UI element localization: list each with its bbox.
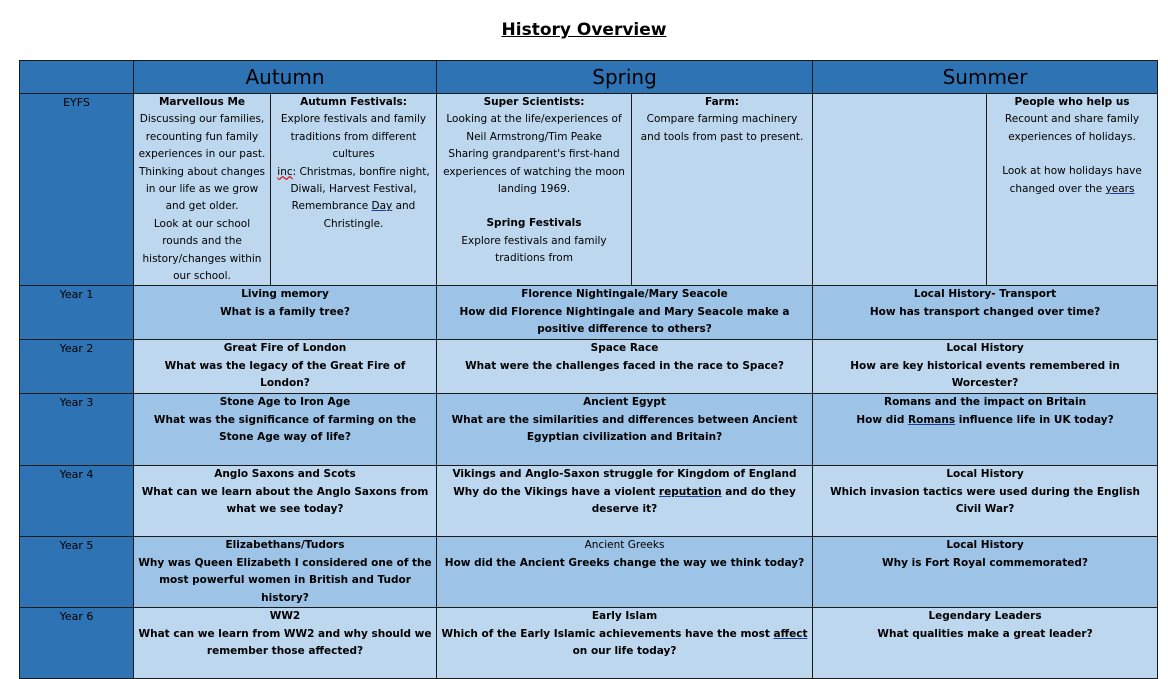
eyfs-autumn-1-line: Thinking about changes in our life as we grow and get older.: [138, 165, 266, 213]
enquiry-question: What was the legacy of the Great Fire of London?: [164, 359, 406, 390]
topic-title: Romans and the impact on Britain: [884, 396, 1087, 409]
topic-title: Early Islam: [591, 610, 658, 623]
enquiry-question: [441, 626, 808, 661]
spell-marked-word: inc: [277, 165, 293, 178]
eyfs-spring-1-line: Explore festivals and family traditions from: [461, 234, 607, 265]
topic-title: Florence Nightingale/Mary Seacole: [521, 288, 728, 301]
autumn-cell: [134, 286, 437, 340]
text-segment: and do they deserve it?: [591, 485, 796, 516]
summer-cell: [813, 394, 1158, 466]
header-spring: Spring: [437, 61, 813, 94]
enquiry-question: How did the Ancient Greeks change the way we think today?: [444, 556, 805, 569]
enquiry-question: How has transport changed over time?: [869, 305, 1101, 318]
spring-cell: [437, 537, 813, 608]
enquiry-question: What were the challenges faced in the race to Space?: [465, 359, 784, 372]
text-segment: Why do the Vikings have a violent: [453, 485, 659, 498]
enquiry-question: How are key historical events remembered in Worcester?: [850, 359, 1120, 390]
spring-cell: [437, 394, 813, 466]
enquiry-question: What can we learn about the Anglo Saxons from what we see today?: [141, 485, 429, 516]
grammar-marked-word: affect: [773, 627, 808, 640]
year-row: [20, 340, 1158, 394]
autumn-cell: [134, 608, 437, 679]
history-overview-table: [19, 60, 1158, 679]
year-row: [20, 286, 1158, 340]
topic-title: Vikings and Anglo-Saxon struggle for Kingdom of England: [452, 468, 797, 481]
eyfs-autumn-1-line: Look at our school rounds and the history/changes within our school.: [142, 217, 262, 283]
eyfs-spring-1-line: Sharing grandparent's first-hand experiences of watching the moon landing 1969.: [443, 148, 625, 196]
topic-title: Elizabethans/Tudors: [225, 539, 345, 552]
header-corner: [20, 61, 134, 94]
summer-cell: [813, 608, 1158, 679]
eyfs-autumn-2-line: [275, 164, 432, 234]
enquiry-question: [817, 412, 1153, 429]
topic-title: Space Race: [590, 342, 659, 355]
topic-title: Local History: [946, 468, 1024, 481]
text-segment: Which of the Early Islamic achievements have the most: [441, 627, 774, 640]
text-segment: Look at how holidays have changed over the: [1002, 165, 1142, 195]
autumn-cell: [134, 394, 437, 466]
year-row: [20, 394, 1158, 466]
eyfs-summer-2: [987, 94, 1158, 286]
grammar-marked-word: years: [1105, 182, 1135, 195]
text-segment: influence life in UK today?: [955, 413, 1114, 426]
grammar-marked-word: Romans: [908, 413, 956, 426]
summer-cell: [813, 286, 1158, 340]
topic-title: Stone Age to Iron Age: [219, 396, 351, 409]
text-segment: and Christingle.: [323, 200, 416, 230]
eyfs-autumn-2-title: Autumn Festivals:: [300, 96, 407, 108]
eyfs-summer-2-line: Recount and share family experiences of holidays.: [1004, 113, 1140, 143]
eyfs-row: [20, 94, 1158, 286]
row-label-eyfs: EYFS: [20, 94, 134, 286]
enquiry-question: What are the similarities and differences between Ancient Egyptian civilization and Britain?: [451, 413, 798, 444]
topic-title: Great Fire of London: [223, 342, 347, 355]
spring-cell: [437, 466, 813, 537]
eyfs-spring-1-title: Super Scientists:: [483, 96, 585, 108]
row-label: Year 3: [20, 394, 134, 466]
eyfs-summer-2-line: [991, 163, 1153, 198]
row-label: Year 6: [20, 608, 134, 679]
eyfs-spring-2-title: Farm:: [705, 96, 739, 108]
summer-cell: [813, 466, 1158, 537]
eyfs-spring-2-line: Compare farming machinery and tools from past to present.: [640, 113, 804, 143]
eyfs-spring-1-title-2: Spring Festivals: [486, 217, 582, 230]
eyfs-autumn-1: [134, 94, 271, 286]
topic-title: Ancient Egypt: [583, 396, 666, 409]
enquiry-question: Why was Queen Elizabeth I considered one of the most powerful women in British and Tudor history?: [138, 556, 432, 604]
eyfs-autumn-1-line: Discussing our families, recounting fun family experiences in our past.: [138, 113, 266, 161]
page-title: History Overview: [501, 20, 667, 40]
topic-title: Local History- Transport: [913, 288, 1057, 301]
summer-cell: [813, 340, 1158, 394]
enquiry-question: Why is Fort Royal commemorated?: [882, 556, 1089, 569]
row-label: Year 1: [20, 286, 134, 340]
summer-cell: [813, 537, 1158, 608]
topic-title: Living memory: [241, 288, 329, 301]
enquiry-question: What can we learn from WW2 and why should we remember those affected?: [138, 627, 432, 658]
text-segment: How did: [856, 413, 909, 426]
grammar-marked-word: Day: [371, 200, 393, 213]
row-label: Year 5: [20, 537, 134, 608]
topic-title: Local History: [946, 539, 1024, 552]
grammar-marked-word: reputation: [658, 485, 722, 498]
enquiry-question: What was the significance of farming on the Stone Age way of life?: [153, 413, 417, 444]
text-segment: on our life today?: [572, 645, 677, 658]
topic-title: WW2: [269, 610, 301, 623]
spring-cell: [437, 340, 813, 394]
enquiry-question: What is a family tree?: [220, 305, 350, 318]
header-row: [20, 61, 1158, 94]
enquiry-question: Which invasion tactics were used during the English Civil War?: [830, 485, 1140, 516]
eyfs-spring-2: [632, 94, 813, 286]
eyfs-autumn-2: [271, 94, 437, 286]
header-summer: Summer: [813, 61, 1158, 94]
year-row: [20, 466, 1158, 537]
row-label: Year 4: [20, 466, 134, 537]
autumn-cell: [134, 340, 437, 394]
enquiry-question: How did Florence Nightingale and Mary Seacole make a positive difference to others?: [459, 305, 790, 336]
enquiry-question: What qualities make a great leader?: [877, 627, 1093, 640]
eyfs-spring-1: [437, 94, 632, 286]
autumn-cell: [134, 537, 437, 608]
row-label: Year 2: [20, 340, 134, 394]
year-row: [20, 537, 1158, 608]
header-autumn: Autumn: [134, 61, 437, 94]
autumn-cell: [134, 466, 437, 537]
text-segment: : Christmas, bonfire night, Diwali, Harvest Festival, Remembrance: [290, 165, 430, 213]
spring-cell: [437, 608, 813, 679]
topic-title: Ancient Greeks: [584, 539, 665, 552]
eyfs-autumn-1-title: Marvellous Me: [158, 96, 246, 108]
eyfs-spring-1-line: Looking at the life/experiences of Neil Armstrong/Tim Peake: [446, 113, 622, 143]
spring-cell: [437, 286, 813, 340]
eyfs-summer-1: [813, 94, 987, 286]
topic-title: Anglo Saxons and Scots: [214, 468, 356, 481]
topic-title: Local History: [946, 342, 1024, 355]
topic-title: Legendary Leaders: [928, 610, 1042, 623]
eyfs-autumn-2-line: Explore festivals and family traditions from different cultures: [280, 113, 427, 161]
eyfs-summer-2-title: People who help us: [1014, 96, 1130, 108]
enquiry-question: [441, 484, 808, 519]
year-row: [20, 608, 1158, 679]
